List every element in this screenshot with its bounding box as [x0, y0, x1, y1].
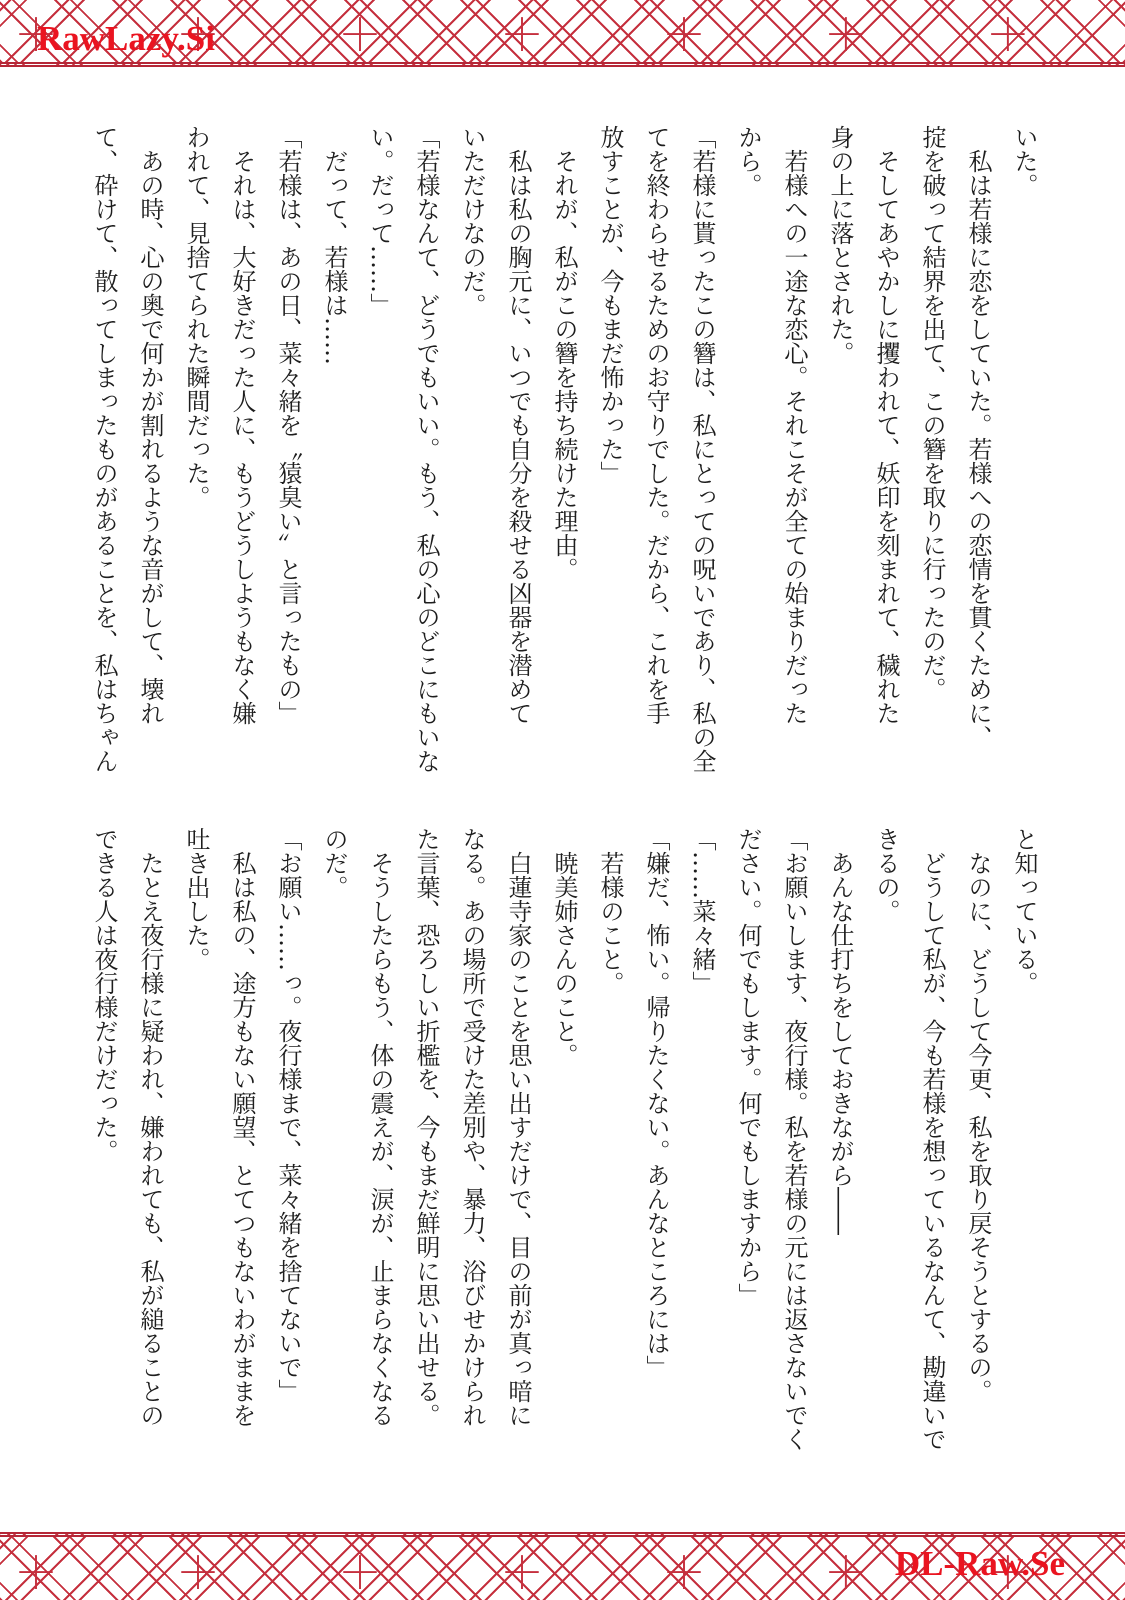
- text-line: それは、大好きだった人に、もうどうしようもなく嫌: [228, 149, 256, 725]
- text-line: いただけなのだ。: [458, 125, 486, 317]
- text-line: あの時、心の奥で何かが割れるような音がして、壊れ: [136, 149, 164, 725]
- text-line: できる人は夜行様だけだった。: [90, 827, 118, 1163]
- text-line: 若様のこと。: [596, 851, 624, 995]
- text-line: なる。あの場所で受けた差別や、暴力、浴びせかけられ: [458, 827, 486, 1427]
- watermark-dlraw: DL-Raw.Se: [894, 1544, 1065, 1583]
- text-line: だって、若様は……: [320, 149, 348, 365]
- text-line: 若様への一途な恋心。それこそが全ての始まりだった: [780, 149, 808, 725]
- text-line: 「……菜々緒」: [688, 827, 716, 995]
- text-line: 私は私の、途方もない願望、とてつもないわがままを: [228, 851, 256, 1427]
- text-block-top: [81, 125, 1047, 787]
- text-line: どうして私が、今も若様を想っているなんて、勘違いで: [918, 851, 946, 1451]
- text-line: あんな仕打ちをしておきながら――: [826, 851, 854, 1235]
- text-line: 身の上に落とされた。: [826, 125, 854, 365]
- text-line: 「嫌だ、怖い。帰りたくない。あんなところには」: [642, 827, 670, 1379]
- text-line: 暁美姉さんのこと。: [550, 851, 578, 1067]
- text-line: 私は私の胸元に、いつでも自分を殺せる凶器を潜めて: [504, 149, 532, 725]
- text-line: 掟を破って結界を出て、この簪を取りに行ったのだ。: [918, 125, 946, 701]
- text-line: 白蓮寺家のことを思い出すだけで、目の前が真っ暗に: [504, 851, 532, 1427]
- text-line: 「お願いします、夜行様。私を若様の元には返さないでく: [780, 827, 808, 1451]
- text-line: 放すことが、今もまだ怖かった」: [596, 125, 624, 485]
- text-line: 「お願い……っ。夜行様まで、菜々緒を捨てないで」: [274, 827, 302, 1403]
- watermark-rawlazy: RawLazy.Si: [37, 19, 215, 58]
- text-line: から。: [734, 125, 762, 197]
- text-line: それが、私がこの簪を持ち続けた理由。: [550, 149, 578, 581]
- text-line: いた。: [1010, 125, 1038, 197]
- text-line: 吐き出した。: [182, 827, 210, 971]
- text-line: 「若様なんて、どうでもいい。もう、私の心のどこにもいな: [412, 125, 440, 773]
- text-line: と知っている。: [1010, 827, 1038, 995]
- text-line: そうしたらもう、体の震えが、涙が、止まらなくなる: [366, 851, 394, 1427]
- text-line: きるの。: [872, 827, 900, 923]
- text-line: われて、見捨てられた瞬間だった。: [182, 125, 210, 509]
- top-border-pattern: [0, 0, 1125, 67]
- text-line: たとえ夜行様に疑われ、嫌われても、私が縋ることの: [136, 851, 164, 1427]
- text-line: い。だって……」: [366, 125, 394, 317]
- text-line: 「若様に貰ったこの簪は、私にとっての呪いであり、私の全: [688, 125, 716, 773]
- bottom-border-pattern: [0, 1532, 1125, 1600]
- text-line: 私は若様に恋をしていた。若様への恋情を貫くために、: [964, 149, 992, 749]
- text-line: ださい。何でもします。何でもしますから」: [734, 827, 762, 1307]
- text-line: 「若様は、あの日、菜々緒を〝猿臭い〟と言ったもの」: [274, 125, 302, 725]
- text-line: なのに、どうして今更、私を取り戻そうとするの。: [964, 851, 992, 1403]
- text-line: た言葉、恐ろしい折檻を、今もまだ鮮明に思い出せる。: [412, 827, 440, 1427]
- text-line: て、砕けて、散ってしまったものがあることを、私はちゃん: [90, 125, 118, 773]
- text-line: のだ。: [320, 827, 348, 899]
- text-block-bottom: [81, 827, 1047, 1489]
- text-line: そしてあやかしに攫われて、妖印を刻まれて、穢れた: [872, 149, 900, 725]
- text-line: てを終わらせるためのお守りでした。だから、これを手: [642, 125, 670, 725]
